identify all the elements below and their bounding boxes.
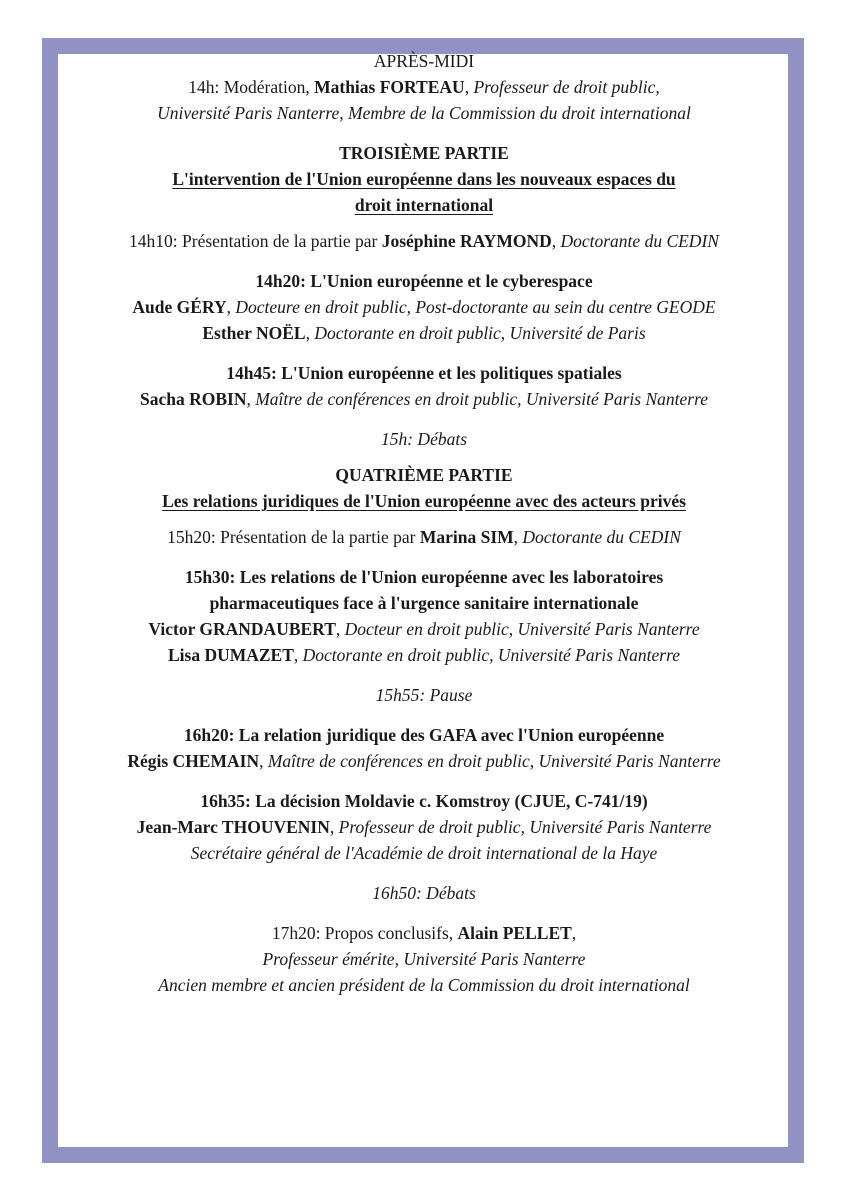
- presenter-name: Joséphine RAYMOND: [381, 231, 552, 251]
- part3-presentation: [0, 228, 848, 254]
- speaker-name: Esther NOËL: [202, 323, 306, 343]
- separator: ,: [259, 751, 268, 771]
- presenter-role: Doctorante du CEDIN: [522, 527, 681, 547]
- conclusion-speaker-role: Professeur émérite, Université Paris Nanterre: [262, 949, 586, 969]
- part4-heading: QUATRIÈME PARTIE: [335, 465, 513, 485]
- part3-title: L'intervention de l'Union européenne dans les nouveaux espaces du: [172, 169, 676, 189]
- separator: ,: [513, 527, 523, 547]
- speaker-role: Doctorante en droit public, Université de Paris: [314, 323, 646, 343]
- talk-title: 16h35: La décision Moldavie c. Komstroy (CJUE, C-741/19): [200, 791, 648, 811]
- speaker-name: Aude GÉRY: [132, 297, 227, 317]
- moderator-name: Mathias FORTEAU: [314, 77, 465, 97]
- speaker-role: Maître de conférences en droit public, Université Paris Nanterre: [255, 389, 709, 409]
- part4-presentation: [0, 524, 848, 550]
- part4-title: Les relations juridiques de l'Union européenne avec des acteurs privés: [162, 491, 686, 511]
- conclusion-line: [0, 920, 848, 946]
- speaker-name: Jean-Marc THOUVENIN: [136, 817, 330, 837]
- separator: ,: [464, 77, 474, 97]
- presenter-role: Doctorante du CEDIN: [560, 231, 719, 251]
- speaker-line: [0, 294, 848, 320]
- separator: ,: [335, 619, 345, 639]
- talk-title: 16h20: La relation juridique des GAFA avec l'Union européenne: [183, 725, 665, 745]
- speaker-line: [0, 814, 848, 840]
- separator: ,: [226, 297, 236, 317]
- speaker-role: Docteur en droit public, Université Paris Nanterre: [344, 619, 700, 639]
- speaker-line: [0, 320, 848, 346]
- moderator-role-continued: Université Paris Nanterre, Membre de la Commission du droit international: [157, 103, 691, 123]
- pause-slot: 15h55: Pause: [375, 685, 473, 705]
- afternoon-heading: APRÈS-MIDI: [373, 51, 475, 71]
- speaker-line: [0, 642, 848, 668]
- speaker-line: [0, 616, 848, 642]
- conclusion-speaker-role-continued: Ancien membre et ancien président de la Commission du droit international: [158, 975, 690, 995]
- separator: ,: [246, 389, 256, 409]
- speaker-name: Lisa DUMAZET: [167, 645, 294, 665]
- presentation-text: 15h20: Présentation de la partie par: [167, 527, 420, 547]
- separator: ,: [293, 645, 303, 665]
- debate-slot: 15h: Débats: [380, 429, 468, 449]
- moderator-role: Professeur de droit public,: [473, 77, 660, 97]
- separator: ,: [551, 231, 561, 251]
- separator: ,: [571, 923, 577, 943]
- program-afternoon: [0, 48, 848, 998]
- speaker-name: Victor GRANDAUBERT: [148, 619, 336, 639]
- speaker-line: [0, 748, 848, 774]
- speaker-role: Docteure en droit public, Post-doctorante au sein du centre GEODE: [235, 297, 716, 317]
- talk-title: 14h45: L'Union européenne et les politiques spatiales: [226, 363, 622, 383]
- speaker-line: [0, 386, 848, 412]
- speaker-role: Doctorante en droit public, Université Paris Nanterre: [302, 645, 680, 665]
- speaker-name: Sacha ROBIN: [139, 389, 247, 409]
- speaker-name: Régis CHEMAIN: [127, 751, 260, 771]
- separator: ,: [305, 323, 315, 343]
- debate-slot: 16h50: Débats: [372, 883, 476, 903]
- speaker-role: Professeur de droit public, Université Paris Nanterre: [338, 817, 712, 837]
- talk-title-continued: pharmaceutiques face à l'urgence sanitaire internationale: [209, 593, 639, 613]
- talk-title: 14h20: L'Union européenne et le cyberespace: [255, 271, 593, 291]
- speaker-role: Maître de conférences en droit public, Université Paris Nanterre: [267, 751, 721, 771]
- part3-title-continued: droit international: [354, 195, 494, 215]
- separator: ,: [329, 817, 339, 837]
- talk-title: 15h30: Les relations de l'Union européenne avec les laboratoires: [184, 567, 664, 587]
- presenter-name: Marina SIM: [419, 527, 514, 547]
- part3-heading: TROISIÈME PARTIE: [339, 143, 509, 163]
- moderation-time: 14h: Modération,: [188, 77, 315, 97]
- conclusion-speaker-name: Alain PELLET: [457, 923, 572, 943]
- speaker-role-continued: Secrétaire général de l'Académie de droit international de la Haye: [190, 843, 658, 863]
- moderation-line: [0, 74, 848, 100]
- presentation-text: 14h10: Présentation de la partie par: [129, 231, 382, 251]
- conclusion-text: 17h20: Propos conclusifs,: [271, 923, 458, 943]
